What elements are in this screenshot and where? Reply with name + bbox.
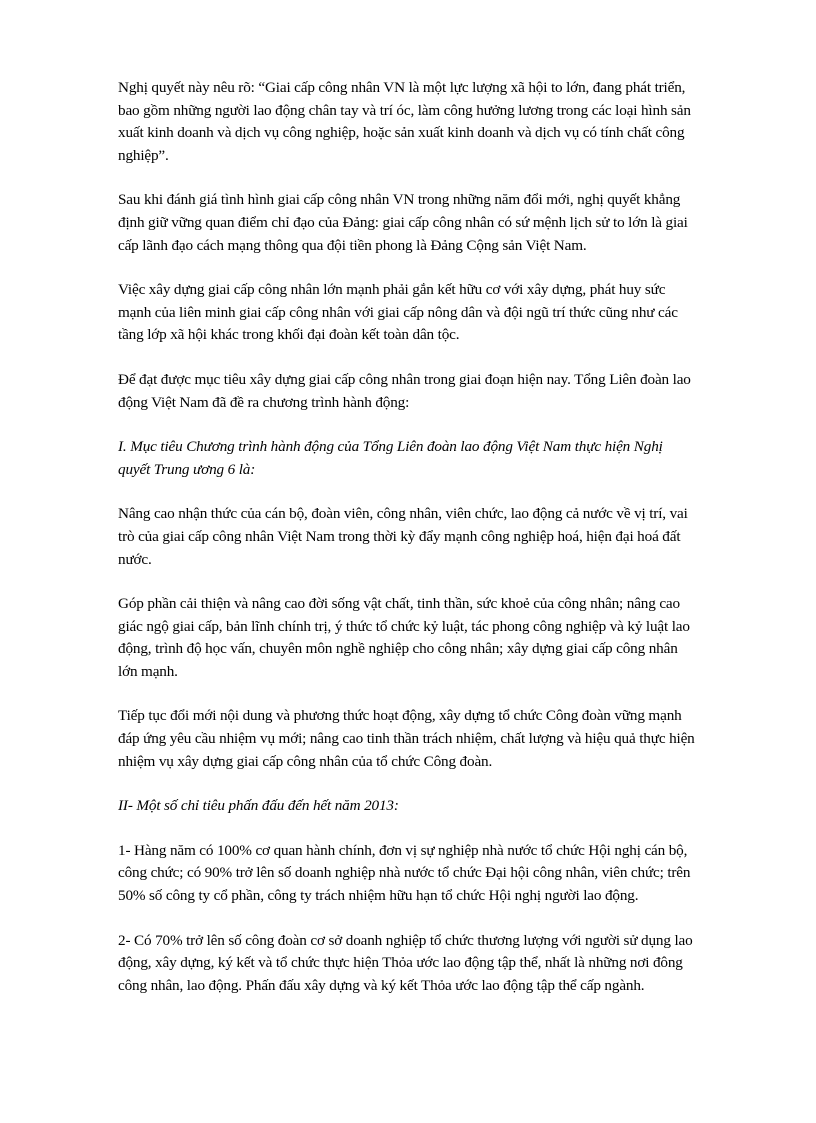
section-heading-objectives: I. Mục tiêu Chương trình hành động của Tổng Liên đoàn lao động Việt Nam thực hiện Nghị quyết Trung ương 6 là: <box>118 438 663 478</box>
section-heading-targets: II- Một số chỉ tiêu phấn đấu đến hết năm 2013: <box>118 797 399 815</box>
paragraph-objective-union-reform: Tiếp tục đổi mới nội dung và phương thức hoạt động, xây dựng tổ chức Công đoàn vững mạnh đáp ứng yêu cầu nhiệm vụ mới; nâng cao tinh thần trách nhiệm, chất lượng và hiệu quả thực hiện nhiệm vụ xây dựng giai cấp công nhân của tổ chức Công đoàn. <box>118 707 695 770</box>
paragraph-resolution-definition: Nghị quyết này nêu rõ: “Giai cấp công nhân VN là một lực lượng xã hội to lớn, đang phát triển, bao gồm những người lao động chân tay và trí óc, làm công hưởng lương trong các loại hình sản xuất kinh doanh và dịch vụ công nghiệp, hoặc sản xuất kinh doanh và dịch vụ có tính chất công nghiệp”. <box>118 79 691 164</box>
paragraph-target-1: 1- Hàng năm có 100% cơ quan hành chính, đơn vị sự nghiệp nhà nước tổ chức Hội nghị cán bộ, công chức; có 90% trở lên số doanh nghiệp nhà nước tổ chức Đại hội công nhân, viên chức; trên 50% số công ty cổ phần, công ty trách nhiệm hữu hạn tổ chức Hội nghị người lao động. <box>118 841 691 905</box>
paragraph-action-program: Để đạt được mục tiêu xây dựng giai cấp công nhân trong giai đoạn hiện nay. Tổng Liên đoàn lao động Việt Nam đã đề ra chương trình hành động: <box>118 370 691 411</box>
document-page <box>118 77 696 1019</box>
paragraph-objective-awareness: Nâng cao nhận thức của cán bộ, đoàn viên, công nhân, viên chức, lao động cả nước về vị trí, vai trò của giai cấp công nhân Việt Nam trong thời kỳ đẩy mạnh công nghiệp hoá, hiện đại hoá đất nước. <box>118 505 688 568</box>
paragraph-target-2: 2- Có 70% trở lên số công đoàn cơ sở doanh nghiệp tổ chức thương lượng với người sử dụng lao động, xây dựng, ký kết và tổ chức thực hiện Thỏa ước lao động tập thể, nhất là những nơi đông công nhân, lao động. Phấn đấu xây dựng và ký kết Thỏa ước lao động tập thể cấp ngành. <box>118 931 693 994</box>
paragraph-party-leadership: Sau khi đánh giá tình hình giai cấp công nhân VN trong những năm đổi mới, nghị quyết khẳng định giữ vững quan điểm chỉ đạo của Đảng: giai cấp công nhân có sứ mệnh lịch sử to lớn là giai cấp lãnh đạo cách mạng thông qua đội tiền phong là Đảng Cộng sản Việt Nam. <box>118 191 688 254</box>
paragraph-alliance: Việc xây dựng giai cấp công nhân lớn mạnh phải gắn kết hữu cơ với xây dựng, phát huy sức mạnh của liên minh giai cấp công nhân với giai cấp nông dân và đội ngũ trí thức cũng như các tầng lớp xã hội khác trong khối đại đoàn kết toàn dân tộc. <box>118 281 678 344</box>
paragraph-objective-living-standards: Góp phần cải thiện và nâng cao đời sống vật chất, tinh thần, sức khoẻ của công nhân; nâng cao giác ngộ giai cấp, bản lĩnh chính trị, ý thức tổ chức kỷ luật, tác phong công nghiệp và kỷ luật lao động, trình độ học vấn, chuyên môn nghề nghiệp cho công nhân; xây dựng giai cấp công nhân lớn mạnh. <box>118 595 690 680</box>
